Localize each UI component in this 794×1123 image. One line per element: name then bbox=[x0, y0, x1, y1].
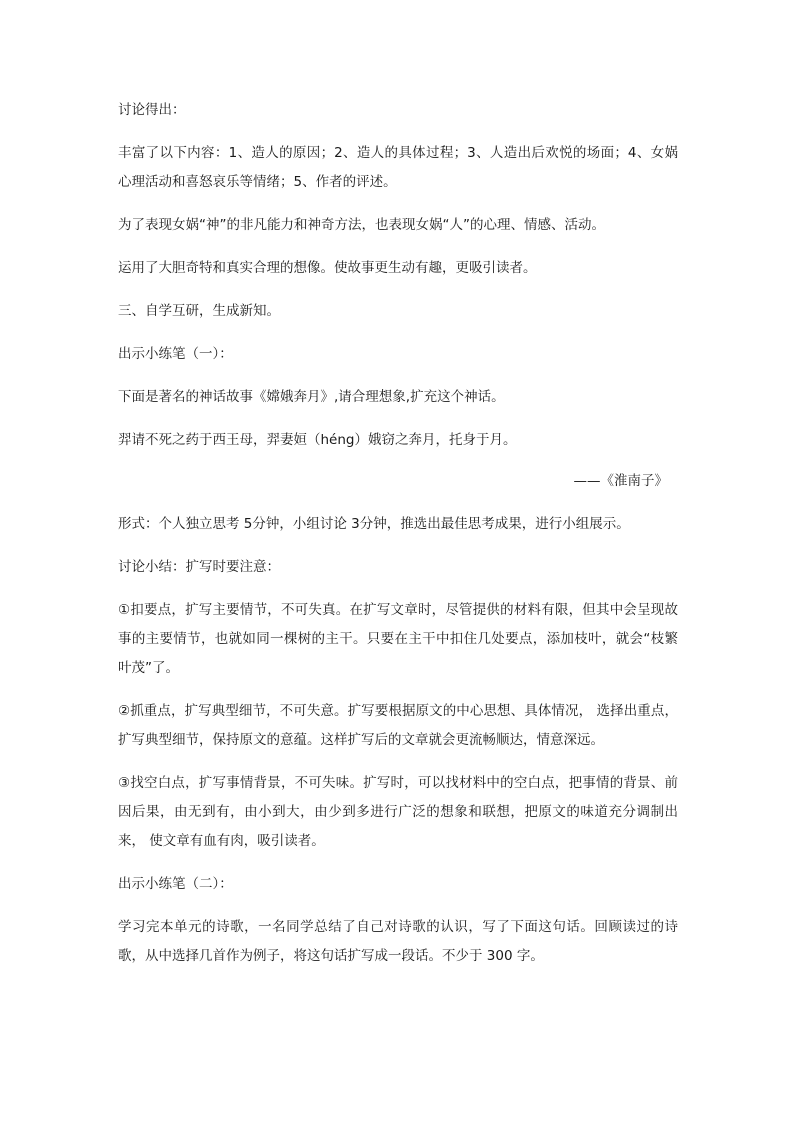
section-heading-3: 三、自学互研，生成新知。 bbox=[118, 303, 280, 319]
tip-3-paragraph: ③找空白点，扩写事情背景，不可失味。扩写时，可以找材料中的空白点，把事情的背景、前因后果，由无到有，由小到大，由少到多进行广泛的想象和联想，把原文的味道充分调制出来， 使文章有血有肉，吸引读者。 bbox=[118, 775, 678, 849]
exercise-format: 形式：个人独立思考 5分钟，小组讨论 3分钟，推选出最佳思考成果，进行小组展示。 bbox=[118, 516, 630, 532]
discussion-heading: 讨论得出： bbox=[118, 102, 186, 118]
exercise-2-heading: 出示小练笔（二）： bbox=[118, 876, 233, 892]
exercise-1-prompt: 下面是著名的神话故事《嫦娥奔月》,请合理想象,扩充这个神话。 bbox=[118, 389, 505, 405]
discussion-summary-heading: 讨论小结：扩写时要注意： bbox=[118, 559, 280, 575]
imagination-paragraph: 运用了大胆奇特和真实合理的想像。使故事更生动有趣，更吸引读者。 bbox=[118, 260, 537, 276]
quote-source: ——《淮南子》 bbox=[573, 473, 668, 489]
tip-1-paragraph: ①扣要点，扩写主要情节，不可失真。在扩写文章时，尽管提供的材料有限，但其中会呈现故事的主要情节，也就如同一棵树的主干。只要在主干中扣住几处要点，添加枝叶，就会“枝繁叶茂”了。 bbox=[118, 602, 678, 676]
classical-quote: 羿请不死之药于西王母，羿妻姮（héng）娥窃之奔月，托身于月。 bbox=[118, 432, 517, 448]
exercise-1-heading: 出示小练笔（一）： bbox=[118, 346, 233, 362]
enriched-content-paragraph: 丰富了以下内容：1、造人的原因；2、造人的具体过程；3、人造出后欢悦的场面；4、女娲心理活动和喜怒哀乐等情绪；5、作者的评述。 bbox=[118, 145, 678, 190]
purpose-paragraph: 为了表现女娲“神”的非凡能力和神奇方法，也表现女娲“人”的心理、情感、活动。 bbox=[118, 217, 605, 233]
exercise-2-prompt: 学习完本单元的诗歌，一名同学总结了自己对诗歌的认识，写了下面这句话。回顾读过的诗歌，从中选择几首作为例子，将这句话扩写成一段话。不少于 300 字。 bbox=[118, 919, 678, 964]
tip-2-paragraph: ②抓重点，扩写典型细节，不可失意。扩写要根据原文的中心思想、具体情况， 选择出重点，扩写典型细节，保持原文的意蕴。这样扩写后的文章就会更流畅顺达，情意深远。 bbox=[118, 703, 678, 748]
document-body bbox=[118, 96, 678, 985]
